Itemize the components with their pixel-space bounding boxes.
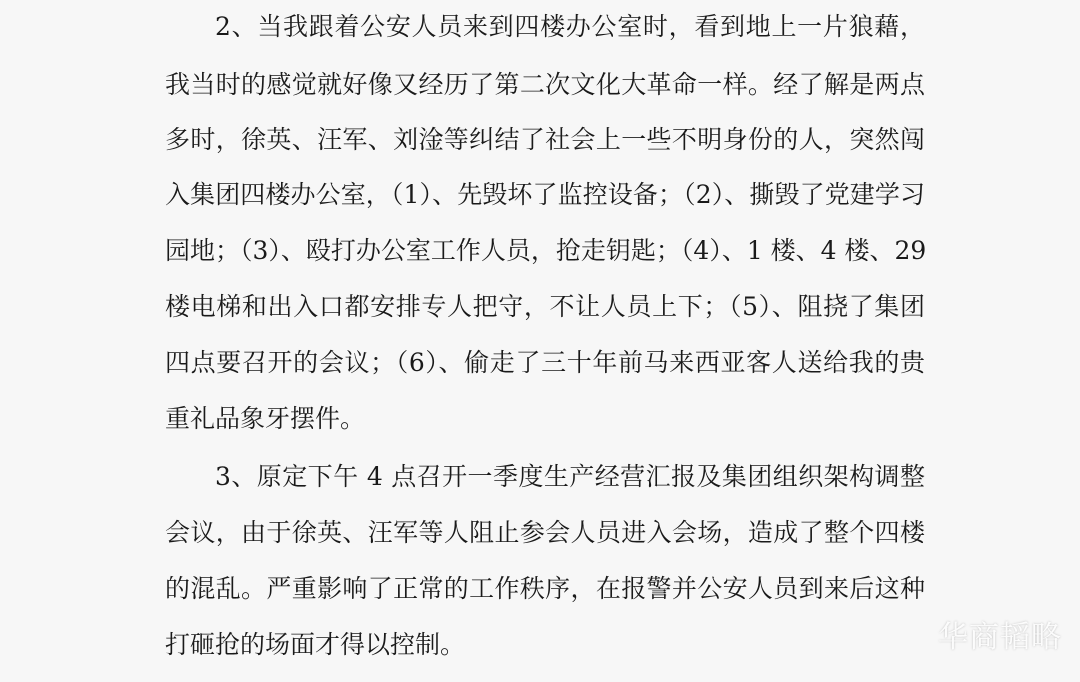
paragraph-3-line-1: 3、原定下午 4 点召开一季度生产经营汇报及集团组织架构调整: [215, 462, 925, 491]
paragraph-2-line-8: 重礼品象牙摆件。: [165, 404, 366, 433]
paragraph-3-line-2: 会议，由于徐英、汪军等人阻止参会人员进入会场，造成了整个四楼: [165, 518, 925, 547]
paragraph-2-line-4: 入集团四楼办公室，（1）、先毁坏了监控设备；（2）、撕毁了党建学习: [165, 180, 925, 209]
paragraph-2-line-5: 园地；（3）、殴打办公室工作人员，抢走钥匙；（4）、1 楼、4 楼、29: [165, 236, 927, 265]
paragraph-2-line-6: 楼电梯和出入口都安排专人把守，不让人员上下；（5）、阻挠了集团: [165, 292, 925, 321]
paragraph-2-line-7: 四点要召开的会议；（6）、偷走了三十年前马来西亚客人送给我的贵: [165, 348, 925, 377]
paragraph-3-line-4: 打砸抢的场面才得以控制。: [165, 630, 466, 659]
paragraph-3-line-3: 的混乱。严重影响了正常的工作秩序，在报警并公安人员到来后这种: [165, 574, 925, 603]
paragraph-2-line-1: 2、当我跟着公安人员来到四楼办公室时，看到地上一片狼藉，: [215, 12, 925, 41]
watermark-logo-text: 华商韬略: [938, 620, 1062, 655]
paragraph-2-line-3: 多时，徐英、汪军、刘淦等纠结了社会上一些不明身份的人，突然闯: [165, 125, 925, 154]
paragraph-2-line-2: 我当时的感觉就好像又经历了第二次文化大革命一样。经了解是两点: [165, 70, 925, 99]
